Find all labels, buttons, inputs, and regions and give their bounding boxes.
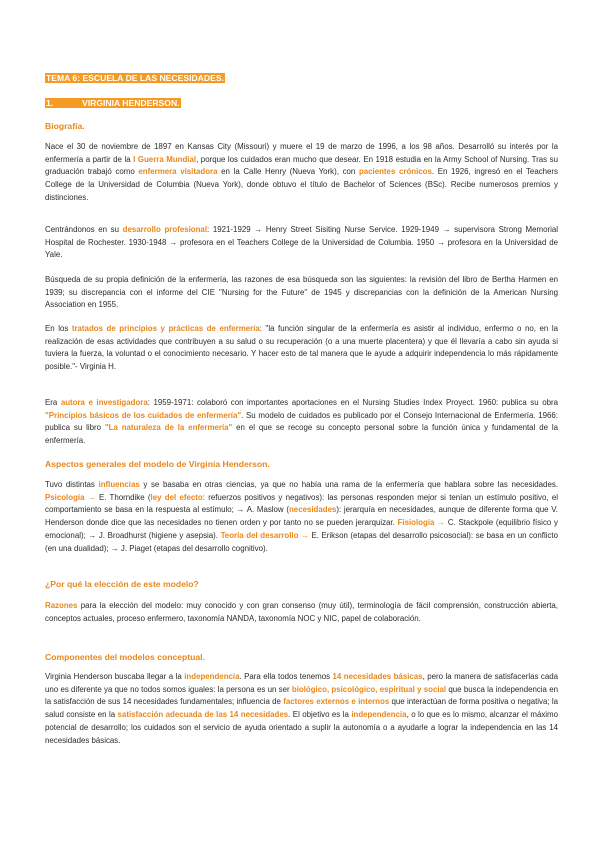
paragraph-biografia: Nace el 30 de noviembre de 1897 en Kansas City (Missouri) y muere el 19 de marzo de 1996, a los 98 años. Desarrolló su interés por la enfermería a partir de la I Guerra Mundial, porque los cuidados eran mucho que desear. En 1918 estudia en la Army School of Nursing. Tras su graduación trabajó como enfermera visitadora en la Calle Henry (Nueva York), con pacientes crónicos. En 1926, ingresó en el Teachers College de la Universidad de Columbia (Nueva York), donde obtuvo el título de Bachelor of Sciences (BSc). Recibe numerosos premios y distinciones. xyxy=(45,142,558,202)
heading-biografia: Biografía. xyxy=(45,121,85,131)
heading-componentes: Componentes del modelos conceptual. xyxy=(45,652,205,662)
section-number: 1. xyxy=(46,98,54,108)
section-title: VIRGINIA HENDERSON. xyxy=(82,98,180,108)
heading-aspectos: Aspectos generales del modelo de Virginia Henderson. xyxy=(45,459,270,469)
section-heading xyxy=(45,97,181,109)
topic-title: TEMA 6: ESCUELA DE LAS NECESIDADES. xyxy=(46,73,224,83)
heading-porque: ¿Por qué la elección de este modelo? xyxy=(45,579,199,589)
paragraph-razones: Razones para la elección del modelo: muy conocido y con gran consenso (muy útil), terminología de fácil comprensión, construcción abierta, conceptos actuales, proceso enfermero, taxonomía NANDA, taxonomía NOC y NIC, papel de colaboración. xyxy=(45,601,558,623)
paragraph-tratados: En los tratados de principios y prácticas de enfermería: "la función singular de la enfermería es asistir al individuo, enfermo o no, en la realización de esas actividades que contribuyen a su salud o su recuperación (o a una muerte placentera) y que él llevaría a cabo sin ayuda si tuviera la fuerza, la voluntad o el conocimiento necesario. Y hacer esto de tal manera que le ayude a adquirir independencia lo más rápidamente posible."- Virginia H. xyxy=(45,324,558,372)
paragraph-desarrollo: Centrándonos en su desarrollo profesional: 1921-1929 → Henry Street Sisiting Nurse Service. 1929-1949 → supervisora Strong Memorial Hospital de Rochester. 1930-1948 → profesora en el Teachers College de la Universidad de Columbia. 1950 → profesora en la Universidad de Yale. xyxy=(45,225,558,260)
paragraph-autora: Era autora e investigadora: 1959-1971: colaboró con importantes aportaciones en el Nursing Studies Index Proyect. 1960: publica su obra "Principios básicos de los cuidados de enfermería". Su modelo de cuidados es publicado por el Consejo Internacional de Enfermería. 1966: publica su libro "La naturaleza de la enfermería" en el que se recoge su concepto personal sobre la función única y fundamental de la enfermería. xyxy=(45,398,559,446)
paragraph-busqueda: Búsqueda de su propia definición de la enfermería, las razones de esa búsqueda son las siguientes: la revisión del libro de Bertha Harmen en 1939; su discrepancia con el informe del CIE "Nursing for the Future" de 1945 y discrepancias con la definición de la American Nursing Association en 1955. xyxy=(45,275,558,310)
paragraph-componentes: Virginia Henderson buscaba llegar a la independencia. Para ella todos tenemos 14 necesidades básicas, pero la manera de satisfacerlas cada uno es diferente ya que no todos somos iguales: la persona es un ser biológico, psicológico, espiritual y social que busca la independencia en la satisfacción de sus 14 necesidades fundamentales; influencia de factores externos e internos que interactúan de forma positiva o negativa; la salud consiste en la satisfacción adecuada de las 14 necesidades. El objetivo es la independencia, o lo que es lo mismo, alcanzar el máximo potencial de desarrollo; los cuidados son el servicio de ayuda orientado a suplir la autonomía o a ayudarle a lograr la independencia en las 14 necesidades básicas. xyxy=(45,672,559,745)
paragraph-influencias: Tuvo distintas influencias y se basaba en otras ciencias, ya que no había una rama de la enfermería que hablara sobre las necesidades. Psicología → E. Thorndike (ley del efecto: refuerzos positivos y negativos): las personas responden mejor si tenían un estímulo positivo, el comportamiento se basa en la respuesta al estímulo; → A. Maslow (necesidades): jerarquía en necesidades, aunque de diferente forma que V. Henderson donde dice que las necesidades no tienen orden y por tanto no se pueden jerarquizar. Fisiología → C. Stackpole (equilibrio físico y emocional); → J. Broadhurst (higiene y asepsia). Teoría del desarrollo → E. Erikson (etapas del desarrollo psicosocial): se basa en un conflicto (en una dualidad); → J. Piaget (etapas del desarrollo cognitivo). xyxy=(45,480,559,553)
